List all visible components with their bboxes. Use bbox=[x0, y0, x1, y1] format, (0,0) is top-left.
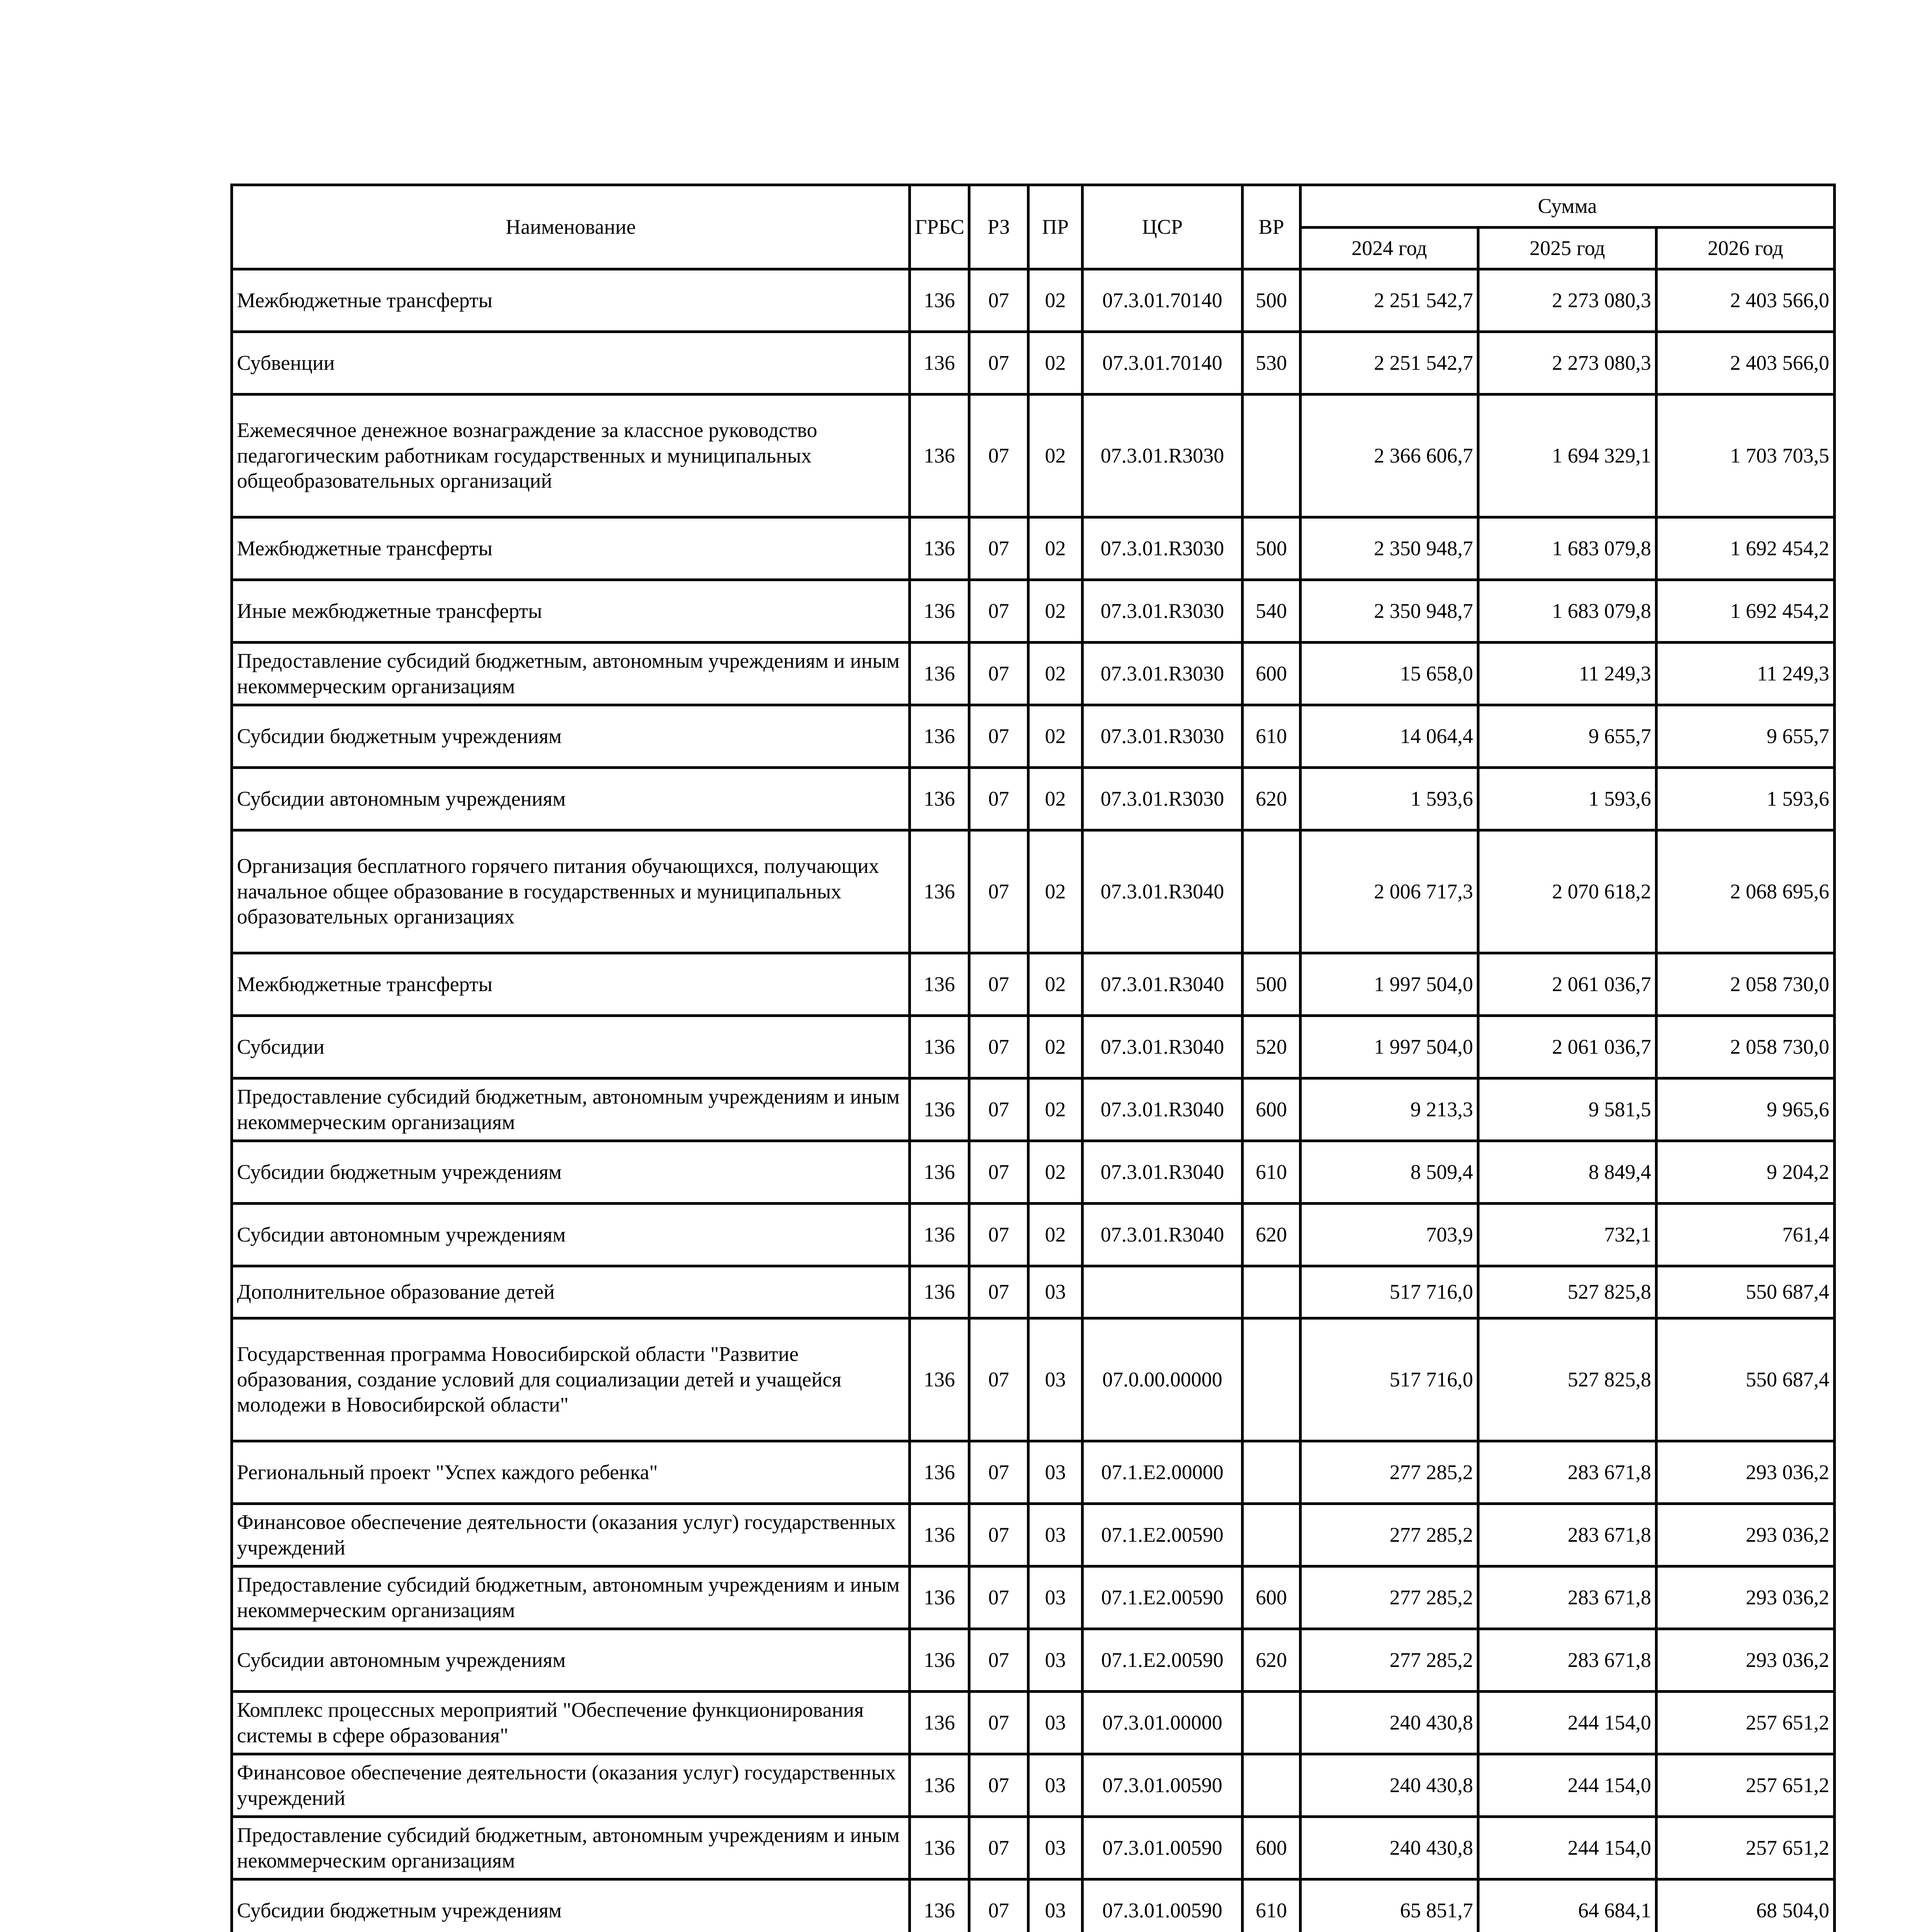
cell-vr bbox=[1243, 1441, 1301, 1504]
cell-vr: 620 bbox=[1243, 1629, 1301, 1692]
cell-pr: 02 bbox=[1028, 1141, 1082, 1204]
cell-grbs: 136 bbox=[910, 1566, 969, 1629]
cell-grbs: 136 bbox=[910, 1266, 969, 1318]
cell-sum-2024: 1 593,6 bbox=[1300, 768, 1478, 830]
cell-name: Финансовое обеспечение деятельности (оказания услуг) государственных учреждений bbox=[232, 1504, 910, 1566]
table-row bbox=[232, 1629, 1835, 1692]
cell-sum-2026: 2 403 566,0 bbox=[1657, 269, 1835, 332]
cell-sum-2024: 14 064,4 bbox=[1300, 705, 1478, 768]
cell-name: Субсидии бюджетным учреждениям bbox=[232, 1879, 910, 1932]
header-year-2025: 2025 год bbox=[1478, 228, 1657, 269]
cell-name: Межбюджетные трансферты bbox=[232, 953, 910, 1016]
cell-grbs: 136 bbox=[910, 1318, 969, 1441]
cell-vr bbox=[1243, 1692, 1301, 1754]
cell-name: Субсидии автономным учреждениям bbox=[232, 1204, 910, 1266]
cell-grbs: 136 bbox=[910, 1441, 969, 1504]
cell-csr: 07.3.01.70140 bbox=[1082, 332, 1242, 395]
cell-sum-2026: 1 593,6 bbox=[1657, 768, 1835, 830]
cell-pr: 02 bbox=[1028, 830, 1082, 953]
cell-vr bbox=[1243, 830, 1301, 953]
cell-pr: 02 bbox=[1028, 705, 1082, 768]
cell-pr: 03 bbox=[1028, 1817, 1082, 1879]
cell-sum-2024: 1 997 504,0 bbox=[1300, 1016, 1478, 1078]
cell-sum-2026: 257 651,2 bbox=[1657, 1817, 1835, 1879]
cell-csr: 07.3.01.00000 bbox=[1082, 1692, 1242, 1754]
cell-name: Организация бесплатного горячего питания обучающихся, получающих начальное общее образование в государственных и муниципальных образовательных организациях bbox=[232, 830, 910, 953]
cell-grbs: 136 bbox=[910, 269, 969, 332]
cell-csr: 07.3.01.R3030 bbox=[1082, 643, 1242, 705]
cell-rz: 07 bbox=[969, 1629, 1028, 1692]
cell-sum-2026: 293 036,2 bbox=[1657, 1629, 1835, 1692]
table-row bbox=[232, 395, 1835, 517]
cell-sum-2025: 283 671,8 bbox=[1478, 1629, 1657, 1692]
table-row bbox=[232, 1754, 1835, 1817]
cell-pr: 02 bbox=[1028, 643, 1082, 705]
cell-sum-2026: 2 058 730,0 bbox=[1657, 953, 1835, 1016]
cell-csr: 07.3.01.R3030 bbox=[1082, 517, 1242, 580]
cell-vr bbox=[1243, 1318, 1301, 1441]
header-grbs: ГРБС bbox=[910, 185, 969, 269]
cell-pr: 03 bbox=[1028, 1266, 1082, 1318]
cell-sum-2024: 2 366 606,7 bbox=[1300, 395, 1478, 517]
cell-vr: 500 bbox=[1243, 953, 1301, 1016]
cell-rz: 07 bbox=[969, 643, 1028, 705]
cell-csr: 07.3.01.00590 bbox=[1082, 1879, 1242, 1932]
cell-name: Финансовое обеспечение деятельности (оказания услуг) государственных учреждений bbox=[232, 1754, 910, 1817]
table-row bbox=[232, 1879, 1835, 1932]
cell-sum-2025: 732,1 bbox=[1478, 1204, 1657, 1266]
cell-name: Субсидии автономным учреждениям bbox=[232, 1629, 910, 1692]
cell-sum-2024: 8 509,4 bbox=[1300, 1141, 1478, 1204]
cell-rz: 07 bbox=[969, 1016, 1028, 1078]
cell-rz: 07 bbox=[969, 1441, 1028, 1504]
table-row bbox=[232, 768, 1835, 830]
table-row bbox=[232, 1692, 1835, 1754]
cell-sum-2025: 283 671,8 bbox=[1478, 1566, 1657, 1629]
cell-sum-2025: 1 683 079,8 bbox=[1478, 580, 1657, 643]
cell-pr: 03 bbox=[1028, 1754, 1082, 1817]
cell-rz: 07 bbox=[969, 395, 1028, 517]
cell-pr: 03 bbox=[1028, 1692, 1082, 1754]
cell-sum-2025: 2 070 618,2 bbox=[1478, 830, 1657, 953]
cell-csr: 07.1.E2.00590 bbox=[1082, 1629, 1242, 1692]
table-row bbox=[232, 1141, 1835, 1204]
cell-csr: 07.3.01.70140 bbox=[1082, 269, 1242, 332]
cell-rz: 07 bbox=[969, 1318, 1028, 1441]
cell-pr: 02 bbox=[1028, 768, 1082, 830]
cell-rz: 07 bbox=[969, 517, 1028, 580]
cell-rz: 07 bbox=[969, 1204, 1028, 1266]
cell-vr: 610 bbox=[1243, 1141, 1301, 1204]
budget-table bbox=[230, 184, 1836, 1932]
table-header bbox=[232, 185, 1835, 269]
cell-pr: 03 bbox=[1028, 1504, 1082, 1566]
cell-vr: 530 bbox=[1243, 332, 1301, 395]
table-row bbox=[232, 1016, 1835, 1078]
cell-sum-2025: 2 273 080,3 bbox=[1478, 269, 1657, 332]
cell-grbs: 136 bbox=[910, 395, 969, 517]
cell-grbs: 136 bbox=[910, 332, 969, 395]
cell-grbs: 136 bbox=[910, 1692, 969, 1754]
cell-sum-2024: 277 285,2 bbox=[1300, 1566, 1478, 1629]
cell-grbs: 136 bbox=[910, 1078, 969, 1141]
cell-sum-2024: 2 251 542,7 bbox=[1300, 269, 1478, 332]
cell-pr: 02 bbox=[1028, 269, 1082, 332]
cell-sum-2024: 277 285,2 bbox=[1300, 1441, 1478, 1504]
cell-sum-2025: 283 671,8 bbox=[1478, 1504, 1657, 1566]
cell-csr: 07.3.01.00590 bbox=[1082, 1817, 1242, 1879]
table-row bbox=[232, 1318, 1835, 1441]
cell-grbs: 136 bbox=[910, 1629, 969, 1692]
cell-name: Субсидии bbox=[232, 1016, 910, 1078]
cell-csr: 07.3.01.00590 bbox=[1082, 1754, 1242, 1817]
cell-grbs: 136 bbox=[910, 953, 969, 1016]
cell-pr: 03 bbox=[1028, 1879, 1082, 1932]
cell-vr: 600 bbox=[1243, 1817, 1301, 1879]
cell-csr: 07.3.01.R3040 bbox=[1082, 1204, 1242, 1266]
cell-sum-2025: 2 061 036,7 bbox=[1478, 953, 1657, 1016]
cell-sum-2026: 1 692 454,2 bbox=[1657, 517, 1835, 580]
cell-vr: 620 bbox=[1243, 1204, 1301, 1266]
cell-grbs: 136 bbox=[910, 1754, 969, 1817]
cell-sum-2024: 15 658,0 bbox=[1300, 643, 1478, 705]
cell-grbs: 136 bbox=[910, 517, 969, 580]
table-row bbox=[232, 705, 1835, 768]
cell-sum-2026: 257 651,2 bbox=[1657, 1754, 1835, 1817]
cell-pr: 02 bbox=[1028, 332, 1082, 395]
cell-sum-2026: 68 504,0 bbox=[1657, 1879, 1835, 1932]
cell-rz: 07 bbox=[969, 1266, 1028, 1318]
cell-sum-2024: 240 430,8 bbox=[1300, 1692, 1478, 1754]
table-row bbox=[232, 1204, 1835, 1266]
cell-sum-2025: 2 061 036,7 bbox=[1478, 1016, 1657, 1078]
cell-pr: 03 bbox=[1028, 1566, 1082, 1629]
cell-rz: 07 bbox=[969, 953, 1028, 1016]
cell-rz: 07 bbox=[969, 1817, 1028, 1879]
cell-name: Предоставление субсидий бюджетным, автономным учреждениям и иным некоммерческим организациям bbox=[232, 643, 910, 705]
cell-sum-2025: 9 655,7 bbox=[1478, 705, 1657, 768]
cell-grbs: 136 bbox=[910, 1016, 969, 1078]
table-row bbox=[232, 269, 1835, 332]
cell-csr: 07.1.E2.00590 bbox=[1082, 1504, 1242, 1566]
cell-sum-2025: 1 694 329,1 bbox=[1478, 395, 1657, 517]
cell-sum-2026: 1 703 703,5 bbox=[1657, 395, 1835, 517]
cell-sum-2025: 244 154,0 bbox=[1478, 1692, 1657, 1754]
cell-rz: 07 bbox=[969, 705, 1028, 768]
cell-name: Предоставление субсидий бюджетным, автономным учреждениям и иным некоммерческим организациям bbox=[232, 1078, 910, 1141]
cell-name: Субсидии бюджетным учреждениям bbox=[232, 705, 910, 768]
table-body bbox=[232, 269, 1835, 1932]
table-row bbox=[232, 830, 1835, 953]
cell-sum-2025: 283 671,8 bbox=[1478, 1441, 1657, 1504]
cell-name: Субсидии бюджетным учреждениям bbox=[232, 1141, 910, 1204]
cell-vr bbox=[1243, 395, 1301, 517]
cell-sum-2025: 527 825,8 bbox=[1478, 1318, 1657, 1441]
cell-csr: 07.3.01.R3040 bbox=[1082, 830, 1242, 953]
cell-sum-2026: 9 965,6 bbox=[1657, 1078, 1835, 1141]
cell-name: Межбюджетные трансферты bbox=[232, 517, 910, 580]
cell-rz: 07 bbox=[969, 1879, 1028, 1932]
table-row bbox=[232, 1266, 1835, 1318]
cell-rz: 07 bbox=[969, 1566, 1028, 1629]
cell-grbs: 136 bbox=[910, 1817, 969, 1879]
table-row bbox=[232, 643, 1835, 705]
cell-vr: 520 bbox=[1243, 1016, 1301, 1078]
cell-pr: 02 bbox=[1028, 1078, 1082, 1141]
cell-csr: 07.0.00.00000 bbox=[1082, 1318, 1242, 1441]
cell-sum-2025: 8 849,4 bbox=[1478, 1141, 1657, 1204]
cell-sum-2024: 2 251 542,7 bbox=[1300, 332, 1478, 395]
cell-csr: 07.1.E2.00000 bbox=[1082, 1441, 1242, 1504]
cell-pr: 02 bbox=[1028, 517, 1082, 580]
cell-pr: 03 bbox=[1028, 1629, 1082, 1692]
cell-sum-2026: 1 692 454,2 bbox=[1657, 580, 1835, 643]
cell-vr: 500 bbox=[1243, 517, 1301, 580]
cell-vr bbox=[1243, 1754, 1301, 1817]
cell-sum-2024: 2 006 717,3 bbox=[1300, 830, 1478, 953]
cell-grbs: 136 bbox=[910, 580, 969, 643]
cell-pr: 03 bbox=[1028, 1441, 1082, 1504]
cell-sum-2026: 9 204,2 bbox=[1657, 1141, 1835, 1204]
cell-name: Региональный проект "Успех каждого ребенка" bbox=[232, 1441, 910, 1504]
cell-vr: 600 bbox=[1243, 1566, 1301, 1629]
cell-sum-2024: 9 213,3 bbox=[1300, 1078, 1478, 1141]
cell-pr: 02 bbox=[1028, 395, 1082, 517]
cell-name: Предоставление субсидий бюджетным, автономным учреждениям и иным некоммерческим организациям bbox=[232, 1566, 910, 1629]
cell-sum-2026: 257 651,2 bbox=[1657, 1692, 1835, 1754]
cell-name: Иные межбюджетные трансферты bbox=[232, 580, 910, 643]
cell-vr: 620 bbox=[1243, 768, 1301, 830]
cell-sum-2025: 1 683 079,8 bbox=[1478, 517, 1657, 580]
header-year-2024: 2024 год bbox=[1300, 228, 1478, 269]
cell-csr: 07.3.01.R3040 bbox=[1082, 1016, 1242, 1078]
cell-name: Дополнительное образование детей bbox=[232, 1266, 910, 1318]
cell-sum-2026: 293 036,2 bbox=[1657, 1441, 1835, 1504]
cell-csr bbox=[1082, 1266, 1242, 1318]
cell-rz: 07 bbox=[969, 830, 1028, 953]
cell-sum-2024: 517 716,0 bbox=[1300, 1266, 1478, 1318]
cell-vr: 600 bbox=[1243, 1078, 1301, 1141]
cell-sum-2025: 244 154,0 bbox=[1478, 1817, 1657, 1879]
cell-csr: 07.3.01.R3030 bbox=[1082, 395, 1242, 517]
cell-sum-2024: 2 350 948,7 bbox=[1300, 580, 1478, 643]
cell-rz: 07 bbox=[969, 1504, 1028, 1566]
cell-grbs: 136 bbox=[910, 830, 969, 953]
cell-sum-2026: 9 655,7 bbox=[1657, 705, 1835, 768]
cell-name: Субсидии автономным учреждениям bbox=[232, 768, 910, 830]
cell-sum-2026: 2 403 566,0 bbox=[1657, 332, 1835, 395]
cell-pr: 02 bbox=[1028, 1204, 1082, 1266]
cell-grbs: 136 bbox=[910, 1204, 969, 1266]
header-vr: ВР bbox=[1243, 185, 1301, 269]
table-row bbox=[232, 1078, 1835, 1141]
cell-rz: 07 bbox=[969, 768, 1028, 830]
cell-sum-2024: 277 285,2 bbox=[1300, 1504, 1478, 1566]
cell-sum-2026: 2 068 695,6 bbox=[1657, 830, 1835, 953]
table-row bbox=[232, 1504, 1835, 1566]
cell-pr: 02 bbox=[1028, 953, 1082, 1016]
cell-sum-2026: 761,4 bbox=[1657, 1204, 1835, 1266]
cell-rz: 07 bbox=[969, 332, 1028, 395]
cell-csr: 07.3.01.R3040 bbox=[1082, 953, 1242, 1016]
cell-sum-2026: 2 058 730,0 bbox=[1657, 1016, 1835, 1078]
cell-sum-2025: 527 825,8 bbox=[1478, 1266, 1657, 1318]
cell-vr bbox=[1243, 1266, 1301, 1318]
cell-csr: 07.3.01.R3030 bbox=[1082, 705, 1242, 768]
cell-sum-2024: 65 851,7 bbox=[1300, 1879, 1478, 1932]
cell-rz: 07 bbox=[969, 1141, 1028, 1204]
cell-grbs: 136 bbox=[910, 705, 969, 768]
cell-sum-2024: 240 430,8 bbox=[1300, 1817, 1478, 1879]
table-row bbox=[232, 580, 1835, 643]
table-row bbox=[232, 953, 1835, 1016]
cell-name: Ежемесячное денежное вознаграждение за классное руководство педагогическим работникам государственных и муниципальных общеобразовательных организаций bbox=[232, 395, 910, 517]
table-row bbox=[232, 332, 1835, 395]
cell-sum-2025: 11 249,3 bbox=[1478, 643, 1657, 705]
cell-csr: 07.3.01.R3040 bbox=[1082, 1141, 1242, 1204]
cell-name: Предоставление субсидий бюджетным, автономным учреждениям и иным некоммерческим организациям bbox=[232, 1817, 910, 1879]
cell-vr: 610 bbox=[1243, 705, 1301, 768]
cell-sum-2024: 703,9 bbox=[1300, 1204, 1478, 1266]
cell-rz: 07 bbox=[969, 1078, 1028, 1141]
cell-pr: 02 bbox=[1028, 1016, 1082, 1078]
cell-rz: 07 bbox=[969, 580, 1028, 643]
cell-pr: 03 bbox=[1028, 1318, 1082, 1441]
table-row bbox=[232, 1566, 1835, 1629]
cell-sum-2026: 550 687,4 bbox=[1657, 1318, 1835, 1441]
cell-csr: 07.3.01.R3030 bbox=[1082, 580, 1242, 643]
header-year-2026: 2026 год bbox=[1657, 228, 1835, 269]
cell-pr: 02 bbox=[1028, 580, 1082, 643]
cell-vr: 610 bbox=[1243, 1879, 1301, 1932]
cell-sum-2024: 277 285,2 bbox=[1300, 1629, 1478, 1692]
cell-csr: 07.1.E2.00590 bbox=[1082, 1566, 1242, 1629]
cell-csr: 07.3.01.R3040 bbox=[1082, 1078, 1242, 1141]
cell-grbs: 136 bbox=[910, 1879, 969, 1932]
cell-grbs: 136 bbox=[910, 643, 969, 705]
cell-sum-2025: 9 581,5 bbox=[1478, 1078, 1657, 1141]
cell-sum-2026: 293 036,2 bbox=[1657, 1566, 1835, 1629]
cell-sum-2024: 2 350 948,7 bbox=[1300, 517, 1478, 580]
cell-vr: 540 bbox=[1243, 580, 1301, 643]
cell-name: Межбюджетные трансферты bbox=[232, 269, 910, 332]
cell-name: Комплекс процессных мероприятий "Обеспечение функционирования системы в сфере образования" bbox=[232, 1692, 910, 1754]
cell-sum-2026: 11 249,3 bbox=[1657, 643, 1835, 705]
table-row bbox=[232, 517, 1835, 580]
cell-vr: 500 bbox=[1243, 269, 1301, 332]
cell-csr: 07.3.01.R3030 bbox=[1082, 768, 1242, 830]
cell-grbs: 136 bbox=[910, 1141, 969, 1204]
cell-sum-2024: 517 716,0 bbox=[1300, 1318, 1478, 1441]
cell-grbs: 136 bbox=[910, 1504, 969, 1566]
cell-rz: 07 bbox=[969, 269, 1028, 332]
header-name: Наименование bbox=[232, 185, 910, 269]
cell-sum-2025: 1 593,6 bbox=[1478, 768, 1657, 830]
table-row bbox=[232, 1441, 1835, 1504]
table-row bbox=[232, 1817, 1835, 1879]
cell-sum-2026: 293 036,2 bbox=[1657, 1504, 1835, 1566]
header-rz: РЗ bbox=[969, 185, 1028, 269]
cell-name: Государственная программа Новосибирской области "Развитие образования, создание условий для социализации детей и учащейся молодежи в Новосибирской области" bbox=[232, 1318, 910, 1441]
cell-grbs: 136 bbox=[910, 768, 969, 830]
cell-sum-2025: 2 273 080,3 bbox=[1478, 332, 1657, 395]
cell-sum-2026: 550 687,4 bbox=[1657, 1266, 1835, 1318]
header-sum: Сумма bbox=[1300, 185, 1834, 228]
cell-name: Субвенции bbox=[232, 332, 910, 395]
cell-vr: 600 bbox=[1243, 643, 1301, 705]
cell-rz: 07 bbox=[969, 1754, 1028, 1817]
cell-sum-2024: 1 997 504,0 bbox=[1300, 953, 1478, 1016]
header-pr: ПР bbox=[1028, 185, 1082, 269]
cell-sum-2024: 240 430,8 bbox=[1300, 1754, 1478, 1817]
cell-sum-2025: 244 154,0 bbox=[1478, 1754, 1657, 1817]
cell-vr bbox=[1243, 1504, 1301, 1566]
cell-rz: 07 bbox=[969, 1692, 1028, 1754]
cell-sum-2025: 64 684,1 bbox=[1478, 1879, 1657, 1932]
header-csr: ЦСР bbox=[1082, 185, 1242, 269]
